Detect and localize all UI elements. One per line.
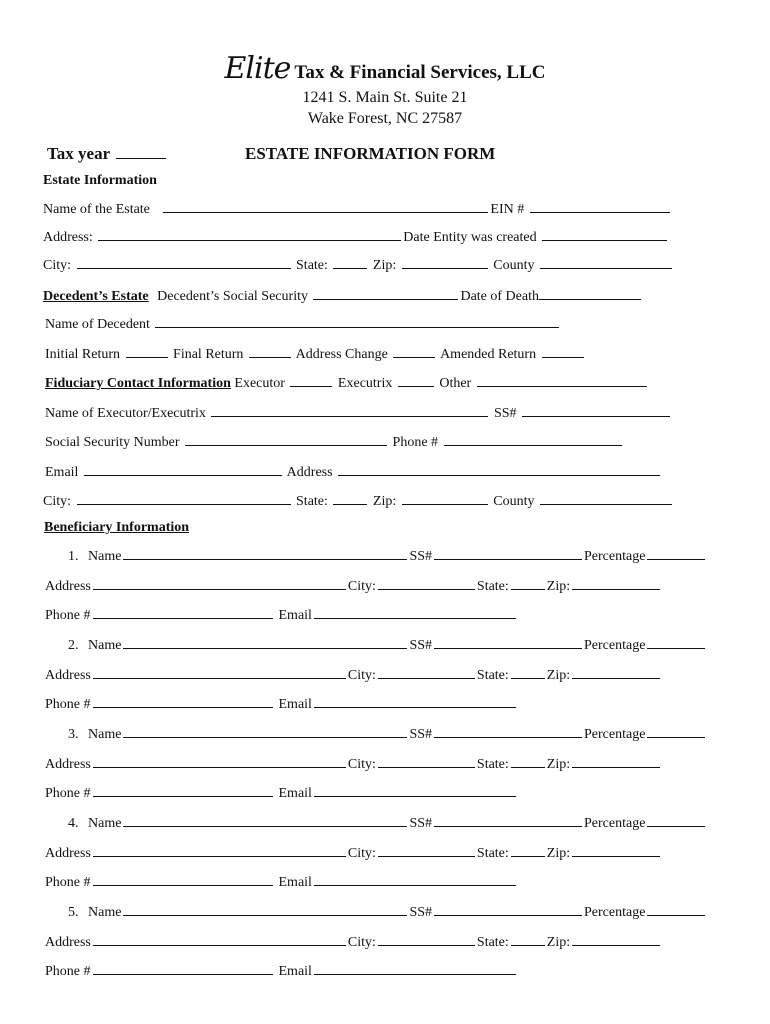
beneficiary-5-percentage-field[interactable] <box>647 904 705 916</box>
beneficiary-3-city-field[interactable] <box>378 756 475 768</box>
executor-ssn-row <box>45 434 624 450</box>
other-field[interactable] <box>477 375 647 387</box>
estate-address-row <box>43 229 669 245</box>
beneficiary-5-name-label: Name <box>88 905 122 920</box>
executor-ss-field[interactable] <box>522 405 670 417</box>
other-label: Other <box>439 376 472 391</box>
beneficiary-5-phone-label: Phone # <box>45 964 91 979</box>
beneficiary-1-name-field[interactable] <box>123 548 407 560</box>
initial-return-label: Initial Return <box>45 347 121 362</box>
executor-field[interactable] <box>290 375 332 387</box>
beneficiary-1-state-field[interactable] <box>511 578 545 590</box>
beneficiary-2-phone-label: Phone # <box>45 697 91 712</box>
executrix-label: Executrix <box>337 376 393 391</box>
beneficiary-1-address-label: Address <box>45 578 91 594</box>
beneficiary-5-address-row <box>45 934 662 950</box>
executor-address-label: Address <box>286 465 333 480</box>
date-created-label: Date Entity was created <box>403 230 537 245</box>
executor-ssn-label: Social Security Number <box>45 435 180 450</box>
executor-phone-label: Phone # <box>392 435 439 450</box>
date-created-field[interactable] <box>542 229 667 241</box>
executor-label: Executor <box>234 376 285 391</box>
beneficiary-3-email-field[interactable] <box>314 785 516 797</box>
company-logo: Elite <box>224 51 291 86</box>
fiduciary-section-heading: Fiduciary Contact Information <box>45 376 231 391</box>
beneficiary-3-phone-row <box>45 785 518 801</box>
beneficiary-4-email-label: Email <box>278 875 312 890</box>
estate-name-row <box>43 201 672 217</box>
beneficiary-2-address-field[interactable] <box>93 667 346 679</box>
beneficiary-5-city-field[interactable] <box>378 934 475 946</box>
beneficiary-1-address-field[interactable] <box>93 578 346 590</box>
estate-name-label: Name of the Estate <box>43 202 150 217</box>
beneficiary-2-ss-label: SS# <box>409 638 433 653</box>
beneficiary-2-percentage-label: Percentage <box>584 638 646 653</box>
company-address-line1: 1241 S. Main St. Suite 21 <box>302 89 468 106</box>
estate-name-field[interactable] <box>163 201 488 213</box>
beneficiary-1-zip-field[interactable] <box>572 578 660 590</box>
beneficiary-1-number: 1. <box>68 549 79 564</box>
beneficiary-2-number: 2. <box>68 638 79 653</box>
beneficiary-3-address-field[interactable] <box>93 756 346 768</box>
executor-email-label: Email <box>45 465 79 480</box>
beneficiary-1-city-field[interactable] <box>378 578 475 590</box>
estate-county-label: County <box>493 258 535 273</box>
decedent-section-heading: Decedent’s Estate <box>43 289 149 304</box>
beneficiary-3-number: 3. <box>68 727 79 742</box>
beneficiary-2-zip-label: Zip: <box>546 667 571 683</box>
beneficiary-4-city-label: City: <box>347 845 376 861</box>
company-header <box>0 51 770 86</box>
beneficiary-5-name-field[interactable] <box>123 904 407 916</box>
beneficiary-2-email-field[interactable] <box>314 696 516 708</box>
final-return-field[interactable] <box>249 346 291 358</box>
estate-address-label: Address: <box>43 230 93 245</box>
beneficiary-1-phone-label: Phone # <box>45 608 91 623</box>
decedent-ssn-label: Decedent’s Social Security <box>157 289 308 304</box>
beneficiary-4-address-row <box>45 845 662 861</box>
beneficiary-5-number: 5. <box>68 905 79 920</box>
beneficiary-3-name-field[interactable] <box>123 726 407 738</box>
return-type-row <box>45 346 586 362</box>
beneficiary-3-phone-field[interactable] <box>93 785 273 797</box>
executor-name-label: Name of Executor/Executrix <box>45 406 206 421</box>
beneficiary-4-state-field[interactable] <box>511 845 545 857</box>
beneficiary-1-city-label: City: <box>347 578 376 594</box>
beneficiary-3-name-row <box>68 726 707 742</box>
executor-city-field[interactable] <box>77 493 291 505</box>
beneficiary-4-address-field[interactable] <box>93 845 346 857</box>
estate-county-field[interactable] <box>540 257 672 269</box>
estate-city-row <box>43 257 674 273</box>
executor-ss-label: SS# <box>493 406 517 421</box>
executor-zip-label: Zip: <box>372 494 397 509</box>
beneficiary-4-percentage-field[interactable] <box>647 815 705 827</box>
executor-name-field[interactable] <box>211 405 488 417</box>
date-of-death-field[interactable] <box>539 288 641 300</box>
executor-state-field[interactable] <box>333 493 367 505</box>
beneficiary-1-state-label: State: <box>476 578 509 594</box>
amended-return-label: Amended Return <box>440 347 537 362</box>
beneficiary-3-ss-label: SS# <box>409 727 433 742</box>
beneficiary-3-name-label: Name <box>88 727 122 742</box>
beneficiary-4-state-label: State: <box>476 845 509 861</box>
final-return-label: Final Return <box>173 347 244 362</box>
beneficiary-5-ss-field[interactable] <box>434 904 582 916</box>
beneficiary-1-phone-field[interactable] <box>93 607 273 619</box>
beneficiary-5-email-field[interactable] <box>314 963 516 975</box>
ein-field[interactable] <box>530 201 670 213</box>
beneficiary-1-address-row <box>45 578 662 594</box>
beneficiary-4-name-field[interactable] <box>123 815 407 827</box>
beneficiary-3-zip-label: Zip: <box>546 756 571 772</box>
executor-zip-field[interactable] <box>402 493 488 505</box>
beneficiary-section-heading: Beneficiary Information <box>44 520 190 535</box>
executrix-field[interactable] <box>398 375 434 387</box>
beneficiary-5-address-field[interactable] <box>93 934 346 946</box>
executor-ssn-field[interactable] <box>185 434 387 446</box>
beneficiary-4-name-row <box>68 815 707 831</box>
beneficiary-1-name-row <box>68 548 707 564</box>
beneficiary-4-phone-field[interactable] <box>93 874 273 886</box>
estate-state-label: State: <box>296 258 328 273</box>
beneficiary-5-state-label: State: <box>476 934 509 950</box>
initial-return-field[interactable] <box>126 346 168 358</box>
beneficiary-1-ss-field[interactable] <box>434 548 582 560</box>
beneficiary-2-name-field[interactable] <box>123 637 407 649</box>
beneficiary-2-city-label: City: <box>347 667 376 683</box>
estate-address-field[interactable] <box>98 229 401 241</box>
estate-section-heading: Estate Information <box>43 173 157 188</box>
beneficiary-2-name-row <box>68 637 707 653</box>
beneficiary-2-name-label: Name <box>88 638 122 653</box>
decedent-name-field[interactable] <box>155 316 559 328</box>
estate-city-field[interactable] <box>77 257 291 269</box>
beneficiary-2-zip-field[interactable] <box>572 667 660 679</box>
tax-year-field[interactable] <box>116 147 166 159</box>
beneficiary-2-percentage-field[interactable] <box>647 637 705 649</box>
beneficiary-3-ss-field[interactable] <box>434 726 582 738</box>
estate-state-field[interactable] <box>333 257 367 269</box>
beneficiary-3-address-label: Address <box>45 756 91 772</box>
company-name: Tax & Financial Services, LLC <box>294 62 546 83</box>
address-change-field[interactable] <box>393 346 435 358</box>
decedent-name-label: Name of Decedent <box>45 317 150 332</box>
company-address-line2: Wake Forest, NC 27587 <box>307 110 463 127</box>
beneficiary-4-percentage-label: Percentage <box>584 816 646 831</box>
beneficiary-3-email-label: Email <box>278 786 312 801</box>
decedent-name-row <box>45 316 561 332</box>
tax-year-row <box>47 145 168 162</box>
beneficiary-4-address-label: Address <box>45 845 91 861</box>
beneficiary-2-address-row <box>45 667 662 683</box>
beneficiary-1-percentage-field[interactable] <box>647 548 705 560</box>
date-of-death-label: Date of Death <box>460 289 539 304</box>
beneficiary-3-percentage-field[interactable] <box>647 726 705 738</box>
beneficiary-1-email-label: Email <box>278 608 312 623</box>
beneficiary-1-email-field[interactable] <box>314 607 516 619</box>
beneficiary-4-city-field[interactable] <box>378 845 475 857</box>
beneficiary-3-state-label: State: <box>476 756 509 772</box>
executor-county-label: County <box>493 494 535 509</box>
executor-state-label: State: <box>296 494 328 509</box>
beneficiary-3-address-row <box>45 756 662 772</box>
beneficiary-5-zip-label: Zip: <box>546 934 571 950</box>
executor-phone-field[interactable] <box>444 434 622 446</box>
executor-address-field[interactable] <box>338 464 660 476</box>
ein-label: EIN # <box>490 202 525 217</box>
beneficiary-4-number: 4. <box>68 816 79 831</box>
estate-zip-label: Zip: <box>372 258 397 273</box>
beneficiary-2-phone-field[interactable] <box>93 696 273 708</box>
beneficiary-2-phone-row <box>45 696 518 712</box>
beneficiary-3-percentage-label: Percentage <box>584 727 646 742</box>
amended-return-field[interactable] <box>542 346 584 358</box>
executor-email-field[interactable] <box>84 464 282 476</box>
beneficiary-1-zip-label: Zip: <box>546 578 571 594</box>
tax-year-label: Tax year <box>47 144 110 163</box>
beneficiary-4-phone-label: Phone # <box>45 875 91 890</box>
beneficiary-2-state-label: State: <box>476 667 509 683</box>
fiduciary-type-row <box>45 375 649 391</box>
address-change-label: Address Change <box>295 347 388 362</box>
beneficiary-4-zip-label: Zip: <box>546 845 571 861</box>
beneficiary-4-name-label: Name <box>88 816 122 831</box>
beneficiary-4-phone-row <box>45 874 518 890</box>
beneficiary-2-email-label: Email <box>278 697 312 712</box>
executor-county-field[interactable] <box>540 493 672 505</box>
beneficiary-5-email-label: Email <box>278 964 312 979</box>
estate-city-label: City: <box>43 258 72 273</box>
executor-name-row <box>45 405 672 421</box>
beneficiary-5-address-label: Address <box>45 934 91 950</box>
form-title: ESTATE INFORMATION FORM <box>245 144 496 163</box>
beneficiary-3-city-label: City: <box>347 756 376 772</box>
beneficiary-4-zip-field[interactable] <box>572 845 660 857</box>
beneficiary-5-phone-row <box>45 963 518 979</box>
beneficiary-3-phone-label: Phone # <box>45 786 91 801</box>
estate-zip-field[interactable] <box>402 257 488 269</box>
beneficiary-5-city-label: City: <box>347 934 376 950</box>
beneficiary-4-email-field[interactable] <box>314 874 516 886</box>
beneficiary-2-city-field[interactable] <box>378 667 475 679</box>
beneficiary-1-percentage-label: Percentage <box>584 549 646 564</box>
beneficiary-2-ss-field[interactable] <box>434 637 582 649</box>
beneficiary-5-zip-field[interactable] <box>572 934 660 946</box>
beneficiary-1-ss-label: SS# <box>409 549 433 564</box>
beneficiary-1-phone-row <box>45 607 518 623</box>
beneficiary-1-name-label: Name <box>88 549 122 564</box>
beneficiary-5-name-row <box>68 904 707 920</box>
executor-email-row <box>45 464 662 480</box>
beneficiary-2-address-label: Address <box>45 667 91 683</box>
executor-city-row <box>43 493 674 509</box>
beneficiary-4-ss-field[interactable] <box>434 815 582 827</box>
beneficiary-4-ss-label: SS# <box>409 816 433 831</box>
beneficiary-5-percentage-label: Percentage <box>584 905 646 920</box>
beneficiary-3-zip-field[interactable] <box>572 756 660 768</box>
executor-city-label: City: <box>43 494 72 509</box>
beneficiary-5-state-field[interactable] <box>511 934 545 946</box>
beneficiary-2-state-field[interactable] <box>511 667 545 679</box>
beneficiary-5-ss-label: SS# <box>409 905 433 920</box>
decedent-ssn-field[interactable] <box>313 288 458 300</box>
beneficiary-5-phone-field[interactable] <box>93 963 273 975</box>
beneficiary-3-state-field[interactable] <box>511 756 545 768</box>
decedent-ssn-row <box>43 288 643 304</box>
